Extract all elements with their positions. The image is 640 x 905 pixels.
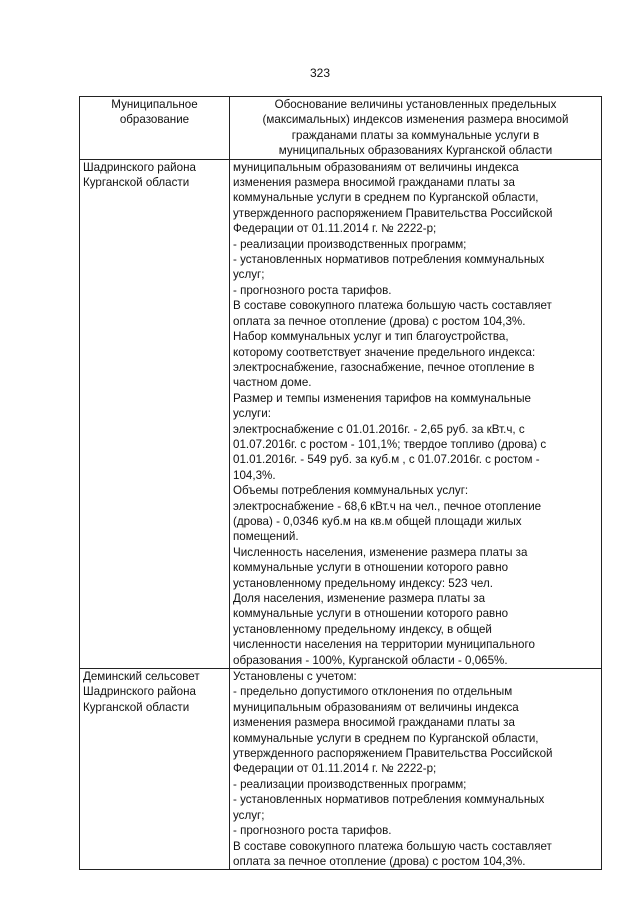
justification-cell — [230, 159, 602, 668]
justification-line: коммунальные услуги в отношении которого равно — [233, 561, 509, 575]
justification-line: Численность населения, изменение размера платы за — [233, 545, 528, 559]
justification-cell — [230, 669, 602, 870]
justification-line: Набор коммунальных услуг и тип благоустройства, — [233, 330, 509, 344]
municipality-line: Шадринского района — [83, 160, 196, 174]
justification-line: - установленных нормативов потребления коммунальных — [233, 253, 545, 267]
justification-line: которому соответствует значение предельного индекса: — [233, 345, 536, 359]
municipality-line: Курганской области — [83, 176, 190, 190]
justification-line: услуг; — [233, 808, 265, 822]
justification-line: муниципальным образованиям от величины индекса — [233, 700, 519, 714]
justification-line: изменения размера вносимой гражданами платы за — [233, 716, 515, 730]
table-row — [80, 669, 602, 870]
justification-line: Федерации от 01.11.2014 г. № 2222-р; — [233, 762, 437, 776]
justification-line: коммунальные услуги в отношении которого равно — [233, 607, 509, 621]
justification-line: 01.01.2016г. - 549 руб. за куб.м , с 01.07.2016г. с ростом - — [233, 453, 540, 467]
justification-line: (дрова) - 0,0346 куб.м на кв.м общей площади жилых — [233, 514, 522, 528]
header-municipality — [80, 97, 230, 160]
header-municipality-line: образование — [119, 113, 190, 127]
justification-line: частном доме. — [233, 376, 312, 390]
justification-line: муниципальным образованиям от величины индекса — [233, 160, 519, 174]
justification-line: Доля населения, изменение размера платы за — [233, 592, 486, 605]
municipality-line: Шадринского района — [83, 685, 196, 699]
justification-line: В составе совокупного платежа большую часть составляет — [233, 839, 552, 853]
justification-line: оплата за печное отопление (дрова) с ростом 104,3%. — [233, 314, 526, 328]
justification-line: коммунальные услуги в среднем по Курганской области, — [233, 191, 539, 205]
header-justification-line: Обоснование величины установленных предельных — [274, 98, 557, 111]
justification-line: электроснабжение - 68,6 кВт.ч на чел., печное отопление — [233, 499, 542, 513]
justification-line: услуг; — [233, 268, 265, 282]
justification-line: Федерации от 01.11.2014 г. № 2222-р; — [233, 222, 437, 236]
justification-line: изменения размера вносимой гражданами платы за — [233, 176, 515, 190]
municipality-cell — [80, 159, 230, 668]
justification-line: - реализации производственных программ; — [233, 237, 467, 251]
justification-line: Объемы потребления коммунальных услуг: — [233, 484, 469, 498]
justification-line: 01.07.2016г. с ростом - 101,1%; твердое топливо (дрова) с — [233, 437, 547, 451]
justification-line: В составе совокупного платежа большую часть составляет — [233, 299, 552, 313]
justification-line: утвержденного распоряжением Правительства Российской — [233, 206, 553, 220]
justification-line: помещений. — [233, 530, 299, 544]
justification-line: Установлены с учетом: — [233, 670, 357, 684]
header-justification-line: муниципальных образованиях Курганской области — [278, 144, 553, 158]
municipality-line: Курганской области — [83, 700, 190, 714]
table-header-row — [80, 97, 602, 160]
page-number: 323 — [309, 66, 331, 80]
table-row — [80, 159, 602, 668]
justification-line: 104,3%. — [233, 468, 276, 482]
justification-line: установленному предельному индексу: 523 чел. — [233, 576, 493, 590]
justification-line: электроснабжение, газоснабжение, печное отопление в — [233, 360, 535, 374]
header-justification-line: гражданами платы за коммунальные услуги в — [291, 128, 540, 142]
justification-line: - реализации производственных программ; — [233, 777, 467, 791]
justification-line: численности населения на территории муниципального — [233, 638, 535, 652]
header-justification — [230, 97, 602, 160]
header-municipality-line: Муниципальное — [111, 98, 198, 111]
justification-line: электроснабжение с 01.01.2016г. - 2,65 руб. за кВт.ч, с — [233, 422, 525, 436]
header-justification-line: (максимальных) индексов изменения размера вносимой — [262, 113, 569, 127]
justification-line: - прогнозного роста тарифов. — [233, 283, 392, 297]
tariff-table — [79, 96, 602, 870]
justification-line: - прогнозного роста тарифов. — [233, 824, 392, 838]
justification-line: - предельно допустимого отклонения по отдельным — [233, 685, 513, 699]
municipality-cell — [80, 669, 230, 870]
justification-line: оплата за печное отопление (дрова) с ростом 104,3%. — [233, 854, 526, 868]
justification-line: - установленных нормативов потребления коммунальных — [233, 793, 545, 807]
justification-line: коммунальные услуги в среднем по Курганской области, — [233, 731, 539, 745]
justification-line: установленному предельному индексу, в общей — [233, 622, 492, 636]
justification-line: утвержденного распоряжением Правительства Российской — [233, 747, 553, 761]
municipality-line: Деминский сельсовет — [83, 670, 200, 684]
justification-line: Размер и темпы изменения тарифов на коммунальные — [233, 391, 531, 405]
justification-line: услуги: — [233, 407, 271, 421]
justification-line: образования - 100%, Курганской области - 0,065%. — [233, 653, 508, 667]
